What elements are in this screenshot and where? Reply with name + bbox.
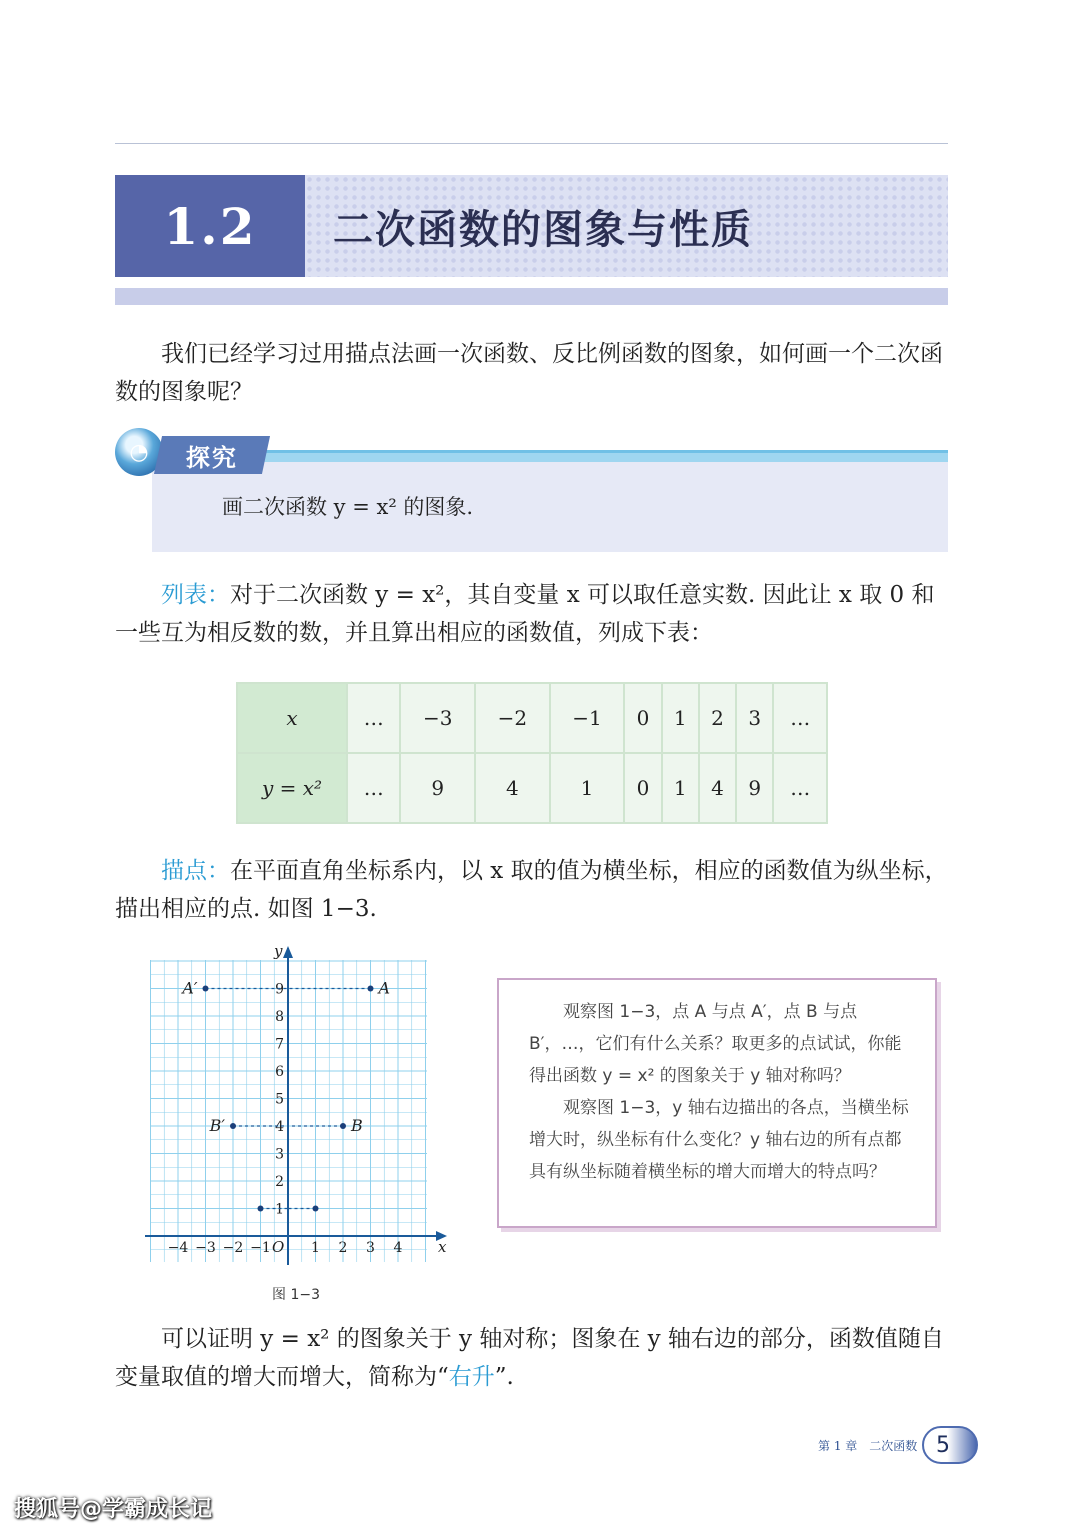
- list-step-text: 对于二次函数 y = x²，其自变量 x 可以取任意实数. 因此让 x 取 0 和一些互为相反数的数，并且算出相应的函数值，列成下表：: [115, 582, 935, 646]
- table-cell: 0: [624, 753, 661, 823]
- table-cell: 1: [662, 683, 699, 753]
- y-tick-label: 5: [275, 1091, 284, 1108]
- conclusion-tail: ”.: [494, 1364, 514, 1390]
- point-label: A′: [182, 978, 198, 998]
- origin-label: O: [272, 1238, 285, 1256]
- y-tick-label: 8: [275, 1009, 284, 1025]
- table-cell: …: [773, 753, 827, 823]
- table-row: [237, 753, 827, 823]
- y-axis-arrow: [283, 946, 293, 958]
- intro-paragraph: 我们已经学习过用描点法画一次函数、反比例函数的图象，如何画一个二次函数的图象呢？: [115, 341, 943, 405]
- table-cell: 9: [736, 753, 773, 823]
- list-step-paragraph: [115, 576, 948, 652]
- y-tick-label: 9: [275, 981, 284, 998]
- data-point: [368, 986, 374, 992]
- table-cell: 3: [736, 683, 773, 753]
- explore-box: [152, 462, 948, 552]
- table-cell: 9: [400, 753, 475, 823]
- table-header-y: y = x²: [237, 753, 347, 823]
- data-point: [313, 1206, 319, 1212]
- point-label: B: [351, 1116, 363, 1135]
- figure-caption: 图 1−3: [272, 1287, 320, 1303]
- data-point: [230, 1123, 236, 1129]
- section-title: 二次函数的图象与性质: [333, 205, 753, 253]
- table-row: [237, 683, 827, 753]
- table-cell: 1: [550, 753, 625, 823]
- explore-icon: ◔: [115, 428, 163, 476]
- data-point: [203, 986, 209, 992]
- value-table: [236, 682, 828, 824]
- table-cell: …: [347, 683, 400, 753]
- watermark: 搜狐号@学霸成长记: [14, 1497, 213, 1522]
- conclusion-highlight: 右升: [448, 1364, 495, 1390]
- table-cell: −1: [550, 683, 625, 753]
- explore-task: 画二次函数 y = x² 的图象.: [222, 495, 474, 519]
- x-tick-label: −1: [250, 1240, 271, 1256]
- list-step-label: 列表：: [161, 582, 230, 608]
- y-axis-label: y: [274, 942, 283, 960]
- y-tick-label: 3: [275, 1146, 284, 1163]
- note-paragraph-1: 观察图 1−3，点 A 与点 A′，点 B 与点 B′，…，它们有什么关系？取更多的点试试，你能得出函数 y = x² 的图象关于 y 轴对称吗？: [529, 1002, 902, 1086]
- x-axis-label: x: [438, 1238, 447, 1256]
- y-tick-label: 1: [275, 1201, 284, 1218]
- x-tick-label: 2: [338, 1240, 348, 1256]
- table-cell: 4: [699, 753, 736, 823]
- observation-note: [497, 978, 937, 1228]
- footer-chapter: 第 1 章 二次函数: [818, 1439, 918, 1453]
- table-cell: …: [773, 683, 827, 753]
- plot-step-paragraph: [115, 852, 948, 928]
- x-tick-label: −2: [222, 1240, 244, 1256]
- plot-step-label: 描点：: [161, 858, 230, 884]
- banner-strip: [115, 288, 948, 305]
- table-cell: −3: [400, 683, 475, 753]
- point-label: B′: [209, 1116, 225, 1135]
- page-number: 5: [922, 1426, 978, 1464]
- table-header-x: x: [237, 683, 347, 753]
- x-tick-label: 3: [366, 1240, 375, 1256]
- table-cell: …: [347, 753, 400, 823]
- table-cell: 2: [699, 683, 736, 753]
- section-title-box: [305, 175, 948, 277]
- section-number: 1.2: [115, 175, 305, 277]
- table-cell: 4: [475, 753, 550, 823]
- plot-step-text: 在平面直角坐标系内，以 x 取的值为横坐标，相应的函数值为纵坐标，描出相应的点. 如图 1−3.: [115, 858, 948, 922]
- explore-tag-label: 探究: [186, 443, 238, 472]
- data-point: [340, 1123, 346, 1129]
- data-point: [258, 1206, 264, 1212]
- y-tick-label: 6: [275, 1064, 284, 1080]
- coordinate-figure: [140, 940, 460, 1270]
- table-cell: 0: [624, 683, 661, 753]
- x-tick-label: −4: [167, 1240, 189, 1256]
- y-tick-label: 7: [275, 1036, 284, 1053]
- explore-tag: [154, 436, 270, 474]
- y-tick-label: 2: [275, 1174, 284, 1190]
- x-tick-label: 1: [311, 1240, 320, 1256]
- coordinate-plane: [140, 940, 460, 1270]
- table-cell: −2: [475, 683, 550, 753]
- table-cell: 1: [662, 753, 699, 823]
- x-tick-label: 4: [393, 1240, 403, 1256]
- conclusion-paragraph: [115, 1320, 948, 1396]
- point-label: A: [378, 978, 391, 998]
- y-tick-label: 4: [275, 1119, 284, 1135]
- x-tick-label: −3: [195, 1240, 216, 1256]
- top-rule: [115, 143, 948, 144]
- conclusion-text: 可以证明 y = x² 的图象关于 y 轴对称；图象在 y 轴右边的部分，函数值随自变量取值的增大而增大，简称为“: [115, 1326, 944, 1390]
- note-paragraph-2: 观察图 1−3，y 轴右边描出的各点，当横坐标增大时，纵坐标有什么变化？y 轴右边的所有点都具有纵坐标随着横坐标的增大而增大的特点吗？: [529, 1098, 909, 1182]
